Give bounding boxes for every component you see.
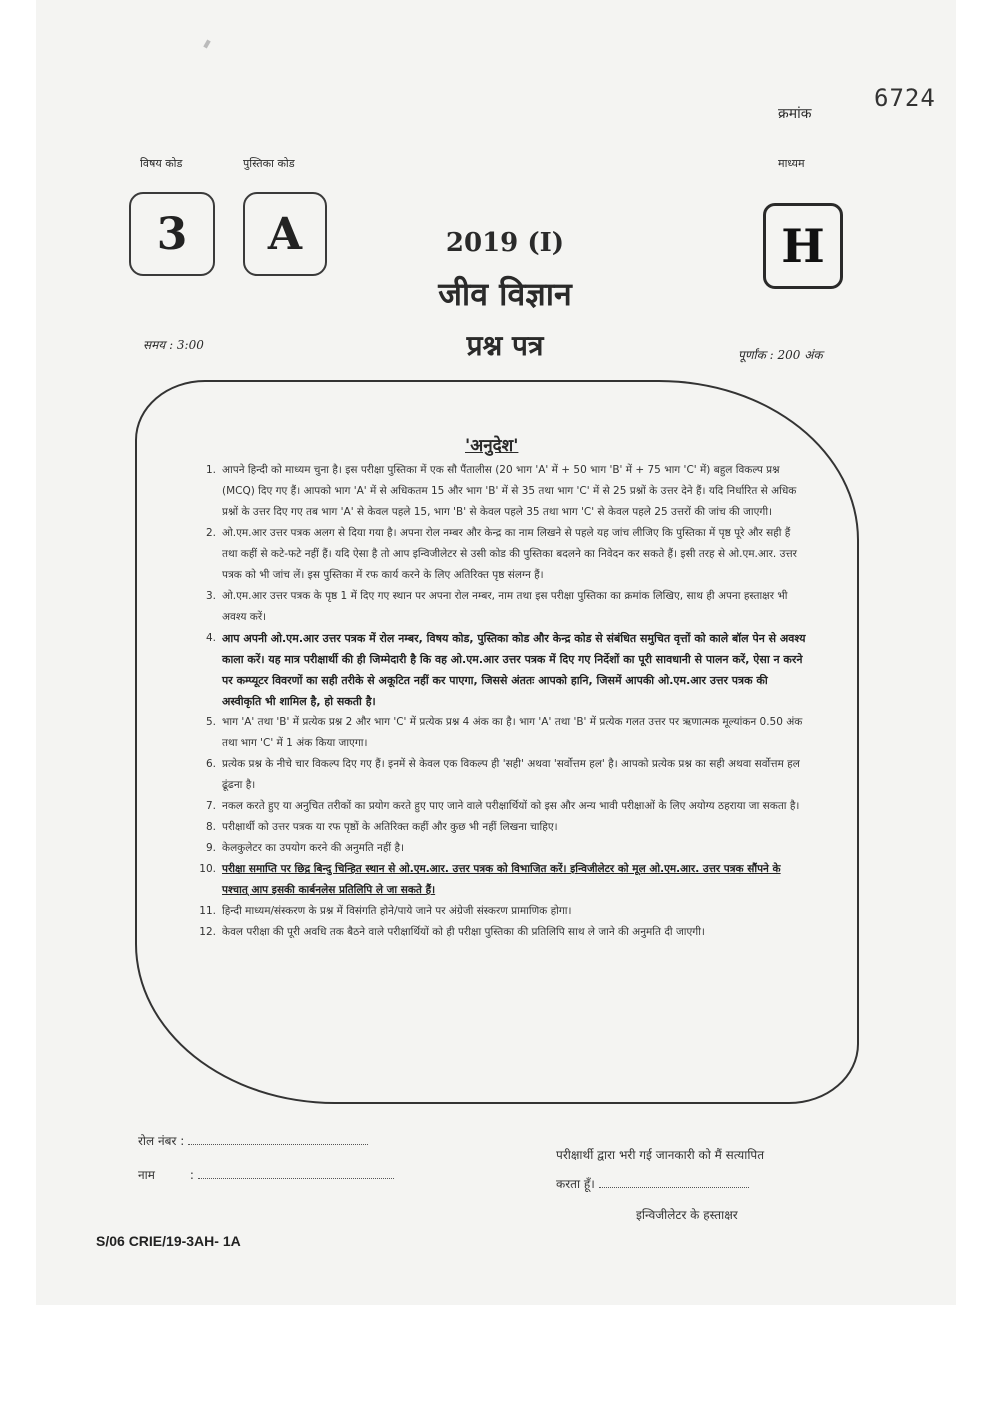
name-row xyxy=(138,1166,394,1183)
instruction-number: 4. xyxy=(205,632,216,644)
subject-code-label: विषय कोड xyxy=(140,157,183,170)
booklet-code-box: A xyxy=(243,192,327,276)
instruction-text: ओ.एम.आर उत्तर पत्रक अलग से दिया गया है। अपना रोल नम्बर और केन्द्र का नाम लिखने से पहले यह जांच लीजिए कि पुस्तिका में पृष्ठ पूरे और सही हैं तथा कहीं से कटे-फटे नहीं हैं। यदि ऐसा है तो आप इन्विजीलेटर से उसी कोड की पुस्तिका बदलने का निवेदन कर सकते हैं। इसी तरह से ओ.एम.आर. उत्तर पत्रक को भी जांच लें। इस पुस्तिका में रफ कार्य करने के लिए अतिरिक्त पृष्ठ संलग्न हैं। xyxy=(222,527,797,581)
medium-label: माध्यम xyxy=(778,157,805,170)
subject-code-box: 3 xyxy=(129,192,215,276)
instruction-text: आपने हिन्दी को माध्यम चुना है। इस परीक्षा पुस्तिका में एक सौ पैंतालीस (20 भाग 'A' में + 50 भाग 'B' में + 75 भाग 'C' में) बहुल विकल्प प्रश्न (MCQ) दिए गए हैं। आपको भाग 'A' में से अधिकतम 15 और भाग 'B' में से 35 तथा भाग 'C' में से 25 प्रश्नों के उत्तर देने हैं। यदि निर्धारित से अधिक प्रश्नों के उत्तर दिए गए तब भाग 'A' से केवल पहले 15, भाग 'B' से केवल पहले 35 तथा भाग 'C' से केवल पहले 25 उत्तरों की जांच की जाएगी। xyxy=(222,464,797,518)
max-marks: पूर्णांक : 200 अंक xyxy=(738,348,823,362)
instruction-item xyxy=(196,901,808,922)
instruction-text: परीक्षा समाप्ति पर छिद्र बिन्दु चिन्हित स्थान से ओ.एम.आर. उत्तर पत्रक को विभाजित करें। इन्विजीलेटर को मूल ओ.एम.आर. उत्तर पत्रक सौंपने के पश्चात् आप इसकी कार्बनलेस प्रतिलिपि ले जा सकते हैं। xyxy=(222,863,781,896)
instruction-text: नकल करते हुए या अनुचित तरीकों का प्रयोग करते हुए पाए जाने वाले परीक्षार्थियों को इस और अन्य भावी परीक्षाओं के लिए अयोग्य ठहराया जा सकता है। xyxy=(222,800,800,812)
signature-field xyxy=(599,1187,749,1188)
booklet-footer-code: S/06 CRIE/19-3AH- 1A xyxy=(96,1233,241,1249)
instruction-item xyxy=(196,796,808,817)
declaration-line-2 xyxy=(556,1175,749,1192)
instruction-text: परीक्षार्थी को उत्तर पत्रक या रफ पृष्ठों के अतिरिक्त कहीं और कुछ भी नहीं लिखना चाहिए। xyxy=(222,821,558,833)
subject-title: जीव विज्ञान xyxy=(438,275,572,313)
booklet-code-label: पुस्तिका कोड xyxy=(243,157,295,170)
medium-box: H xyxy=(763,203,843,289)
name-field xyxy=(198,1178,394,1179)
instruction-number: 6. xyxy=(205,758,216,770)
instruction-number: 3. xyxy=(205,590,216,602)
instruction-item xyxy=(196,838,808,859)
serial-number: 6724 xyxy=(874,84,936,112)
instructions-list xyxy=(196,460,808,943)
instruction-item xyxy=(196,523,808,586)
declaration-line-1: परीक्षार्थी द्वारा भरी गई जानकारी को मैं सत्यापित xyxy=(556,1148,765,1162)
instruction-text: केवल परीक्षा की पूरी अवधि तक बैठने वाले परीक्षार्थियों को ही परीक्षा पुस्तिका की प्रतिलिपि साथ ले जाने की अनुमति दी जाएगी। xyxy=(222,926,705,938)
instruction-number: 7. xyxy=(205,800,216,812)
paper-title: प्रश्न पत्र xyxy=(466,329,544,362)
instruction-item xyxy=(196,586,808,628)
instruction-item xyxy=(196,922,808,943)
name-separator: : xyxy=(189,1168,194,1182)
instruction-text: प्रत्येक प्रश्न के नीचे चार विकल्प दिए गए हैं। इनमें से केवल एक विकल्प ही 'सही' अथवा 'सर्वोत्तम हल' है। आपको प्रत्येक प्रश्न का सही अथवा सर्वोत्तम हल ढूंढना है। xyxy=(222,758,800,791)
instruction-item xyxy=(196,859,808,901)
instruction-text: केलकुलेटर का उपयोग करने की अनुमति नहीं है। xyxy=(222,842,405,854)
instruction-text: हिन्दी माध्यम/संस्करण के प्रश्न में विसंगति होने/पाये जाने पर अंग्रेजी संस्करण प्रामाणिक होगा। xyxy=(222,905,572,917)
instruction-number: 12. xyxy=(199,926,216,938)
instruction-number: 9. xyxy=(205,842,216,854)
instruction-number: 11. xyxy=(199,905,216,917)
instructions-title: 'अनुदेश' xyxy=(465,436,519,456)
instruction-number: 8. xyxy=(205,821,216,833)
instruction-item xyxy=(196,817,808,838)
instruction-number: 2. xyxy=(205,527,216,539)
instruction-item xyxy=(196,754,808,796)
serial-label: क्रमांक xyxy=(778,106,812,122)
instruction-text: भाग 'A' तथा 'B' में प्रत्येक प्रश्न 2 और भाग 'C' में प्रत्येक प्रश्न 4 अंक का है। भाग 'A' तथा 'B' में प्रत्येक गलत उत्तर पर ऋणात्मक मूल्यांकन 0.50 अंक तथा भाग 'C' में 1 अंक किया जाएगा। xyxy=(222,716,803,749)
instruction-text: ओ.एम.आर उत्तर पत्रक के पृष्ठ 1 में दिए गए स्थान पर अपना रोल नम्बर, नाम तथा इस परीक्षा पुस्तिका का क्रमांक लिखिए, साथ ही अपना हस्ताक्षर भी अवश्य करें। xyxy=(222,590,788,623)
roll-number-row xyxy=(138,1132,368,1149)
instruction-item xyxy=(196,460,808,523)
instruction-text: आप अपनी ओ.एम.आर उत्तर पत्रक में रोल नम्बर, विषय कोड, पुस्तिका कोड और केन्द्र कोड से संबंधित समुचित वृत्तों को काले बॉल पेन से अवश्य काला करें। यह मात्र परीक्षार्थी की ही जिम्मेदारी है कि वह ओ.एम.आर उत्तर पत्रक में दिए गए निर्देशों का पूरी सावधानी से पालन करें, ऐसा न करने पर कम्प्यूटर विवरणों का सही तरीके से अकूटित नहीं कर पाएगा, जिससे अंततः आपको हानि, जिसमें आपकी ओ.एम.आर उत्तर पत्रक की अस्वीकृति भी शामिल है, हो सकती है। xyxy=(222,632,806,708)
exam-year: 2019 (I) xyxy=(445,228,565,258)
roll-number-field xyxy=(188,1144,368,1145)
name-label: नाम xyxy=(138,1168,155,1182)
time-allowed: समय : 3:00 xyxy=(143,338,204,352)
invigilator-signature-label: इन्विजीलेटर के हस्ताक्षर xyxy=(636,1208,738,1222)
declaration-text: करता हूँ। xyxy=(556,1177,595,1191)
instruction-item xyxy=(196,712,808,754)
instruction-number: 10. xyxy=(199,863,216,875)
instruction-number: 1. xyxy=(205,464,216,476)
instruction-item xyxy=(196,628,808,712)
instruction-number: 5. xyxy=(205,716,216,728)
roll-number-label: रोल नंबर : xyxy=(138,1134,185,1148)
